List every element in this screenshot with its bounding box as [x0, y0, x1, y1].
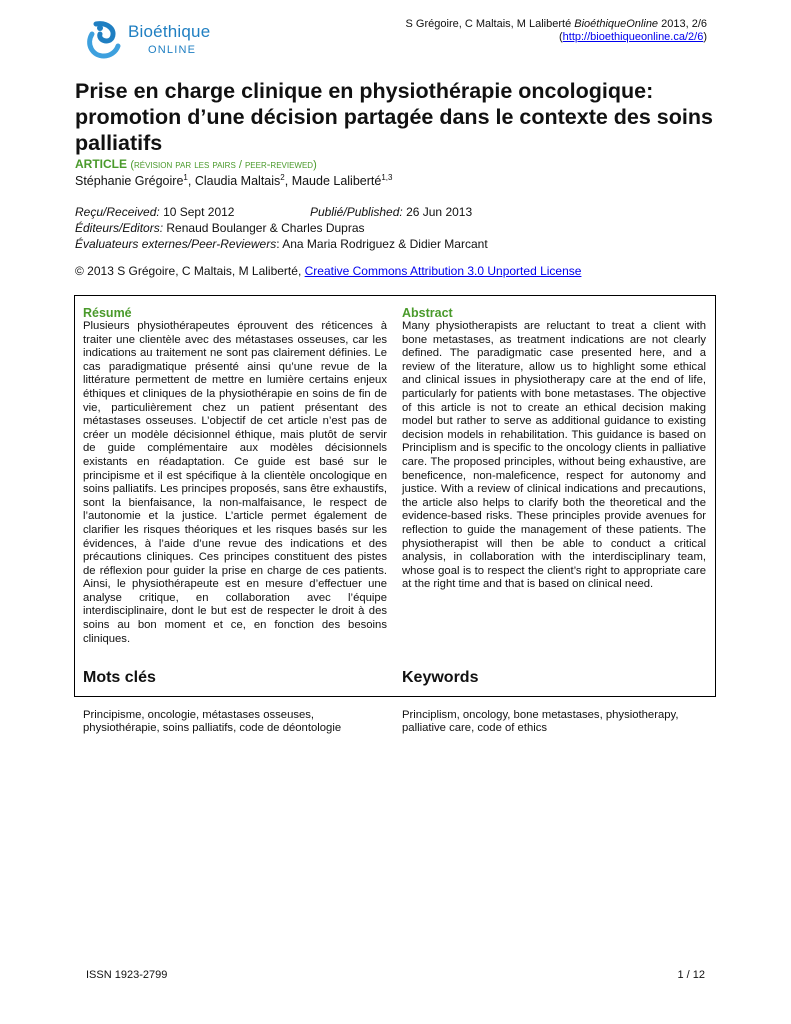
editors-line: [75, 221, 365, 235]
article-type-line: [75, 157, 317, 171]
mots-cles-heading: Mots clés: [83, 669, 156, 687]
abstract-box: [74, 295, 716, 735]
abstract-heading: Abstract: [402, 306, 453, 320]
author-name: Claudia Maltais: [194, 174, 281, 189]
keywords-heading: Keywords: [402, 669, 479, 687]
received-date: 10 Sept 2012: [163, 205, 235, 219]
abstract-text: Many physiotherapists are reluctant to treat a client with bone metastases, as treatment indications are not clearly defined. The paradigmatic case presented here, and a review of the literature, allow us to highlight some ethical and clinical issues in physiotherapy care at the end of life, particularly for patients with bone metastases. The objective of this article is not to create an ethical decision making model but rather to serve as additional guidance to existing decision models in rehabilitation. This guidance is based on Principlism and is specific to the oncology clients in palliative care. The proposed principles, without being exhaustive, are beneficence, non-maleficence, respect for autonomy and justice. With a review of clinical indications and precautions, the article also helps to clarify both the theoretical and the evidence-based risks. These principles provide avenues for reflection to guide the management of these patients. The physiotherapist will then be able to conduct a critical analysis, in collaboration with the interdisciplinary team, whose goal is to respect the client’s right to appropriate care at the right time and that is based on clinical need.: [402, 320, 706, 591]
received-line: [75, 205, 234, 219]
reviewers: Ana Maria Rodriguez & Didier Marcant: [282, 237, 488, 251]
mots-cles-section: [83, 648, 387, 736]
reviewers-line: Évaluateurs externes/Peer-Reviewers: Ana Maria Rodriguez & Didier Marcant: [75, 237, 488, 251]
mots-cles-text: Principisme, oncologie, métastases osseuses, physiothérapie, soins palliatifs, code de déontologie: [83, 708, 342, 735]
article-title: Prise en charge clinique en physiothérapie oncologique: promotion d’une décision partagée dans le contexte des soins palliatifs: [75, 79, 713, 155]
author-list: Stéphanie Grégoire$^1$, Claudia Maltais$^2$, Maude Laliberté$^{1,3}$: [75, 173, 393, 189]
issn: ISSN 1923-2799: [86, 969, 168, 981]
keywords-section: [402, 648, 706, 736]
resume-heading: Résumé: [83, 306, 132, 320]
logo-swirl-icon: [86, 20, 122, 60]
license-link[interactable]: Creative Commons Attribution 3.0 Unported License: [304, 264, 582, 278]
author-name: Maude Laliberté: [291, 174, 382, 189]
editors: Renaud Boulanger & Charles Dupras: [166, 221, 365, 235]
copyright-text: © 2013 S Grégoire, C Maltais, M Laliberté,: [75, 264, 302, 278]
abstract-section: [402, 306, 706, 592]
published-label: Publié/Published:: [310, 205, 403, 219]
citation-issue: 2013, 2/6: [658, 18, 707, 30]
author-affiliation: 1,3: [381, 173, 393, 182]
citation-journal: BioéthiqueOnline: [574, 18, 659, 30]
resume-text: Plusieurs physiothérapeutes éprouvent des réticences à traiter une clientèle avec des métastases osseuses, car les indications au traitement ne sont pas clairement définies. Le cas paradigmatique présenté ainsi qu’une revue de la littérature permettent de mettre en lumière certains enjeux éthiques et cliniques de la physiothérapie en soins de fin de vie, particulièrement chez un patient présentant des métastases osseuses. L’objectif de cet article n’est pas de créer un modèle décisionnel éthique, mais plutôt de servir de guide complémentaire aux modèles décisionnels existants en réadaptation. Ce guide est basé sur le principisme et il est spécifique à la clientèle oncologique en soins palliatifs. Les principes proposés, sans être exhaustifs, sont la bienfaisance, la non-malfaisance, le respect de l’autonomie et la justice. L’article permet également de clarifier les risques théoriques et les risques basés sur les évidences, à l’aide d’une revue des indications et des précautions cliniques. Ces principes constituent des pistes de réflexion pour guider la prise en charge de ces patients. Ainsi, le physiothérapeute est en mesure d’effectuer une analyse critique, en collaboration avec l’équipe interdisciplinaire, dont le but est de respecter le droit à des soins au bon moment et ce, en fonction des besoins cliniques.: [83, 320, 387, 645]
citation-link[interactable]: http://bioethiqueonline.ca/2/6: [562, 31, 704, 43]
review-type: (révision par les pairs / peer-reviewed): [130, 159, 317, 171]
published-date: 26 Jun 2013: [406, 205, 473, 219]
reviewers-label: Évaluateurs externes/Peer-Reviewers: [75, 237, 277, 251]
citation-authors: S Grégoire, C Maltais, M Laliberté: [405, 18, 575, 30]
article-type: ARTICLE: [75, 157, 127, 171]
logo-sub: ONLINE: [148, 44, 197, 56]
running-header: S Grégoire, C Maltais, M Laliberté BioéthiqueOnline 2013, 2/6 (http://bioethiqueonline.ca/2/6): [405, 18, 707, 43]
editors-label: Éditeurs/Editors:: [75, 221, 164, 235]
resume-section: [83, 306, 387, 646]
author-affiliation: 1: [183, 173, 188, 182]
published-line: [310, 205, 472, 219]
logo-name: Bioéthique: [128, 22, 211, 41]
author-affiliation: 2: [280, 173, 285, 182]
copyright-line: [75, 264, 581, 278]
keywords-text: Principlism, oncology, bone metastases, physiotherapy, palliative care, code of ethics: [402, 708, 679, 735]
journal-logo: [86, 18, 226, 66]
author-name: Stéphanie Grégoire: [75, 174, 184, 189]
received-label: Reçu/Received:: [75, 205, 160, 219]
page-number: 1 / 12: [677, 969, 705, 981]
